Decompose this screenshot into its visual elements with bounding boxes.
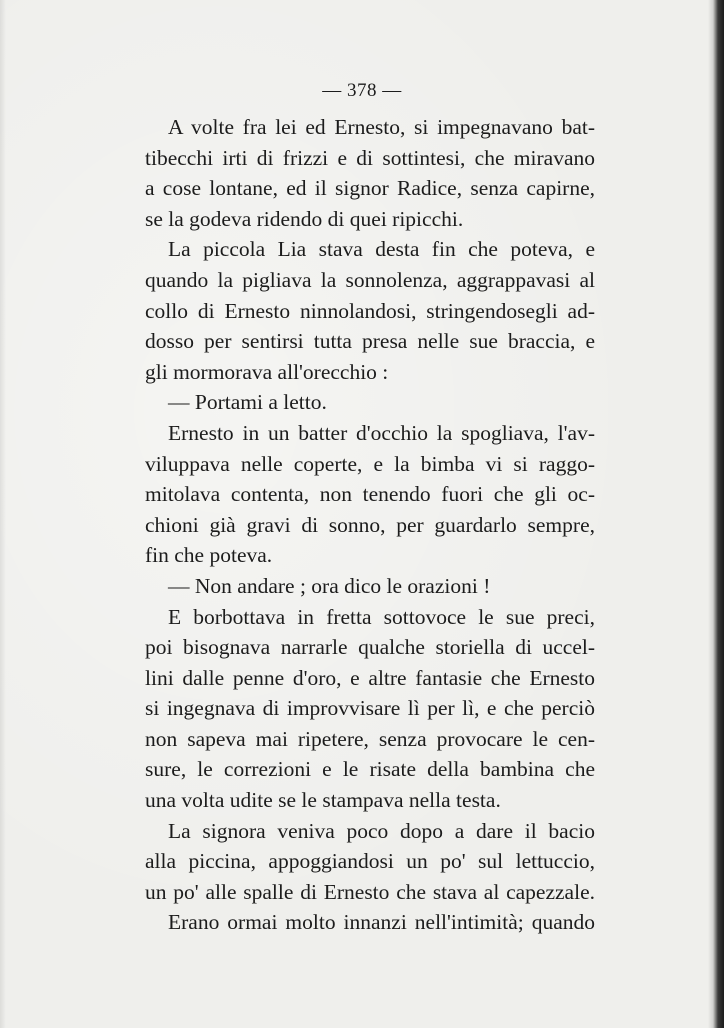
text-line: dosso per sentirsi tutta presa nelle sue braccia, e <box>145 329 595 354</box>
text-line: Ernesto in un batter d'occhio la spogliava, l'av- <box>168 420 595 445</box>
page-number: — 378 — <box>322 80 402 101</box>
text-line: E borbottava in fretta sottovoce le sue preci, <box>168 604 595 629</box>
text-line: La signora veniva poco dopo a dare il bacio <box>168 818 595 843</box>
text-line: collo di Ernesto ninnolandosi, stringendosegli ad- <box>145 298 595 323</box>
text-line: sure, le correzioni e le risate della bambina che <box>145 757 595 782</box>
text-line: una volta udite se le stampava nella testa. <box>145 788 501 813</box>
text-line: Erano ormai molto innanzi nell'intimità; quando <box>168 910 595 935</box>
text-line: La piccola Lia stava desta fin che poteva, e <box>168 237 595 262</box>
text-line: — Non andare ; ora dico le orazioni ! <box>168 573 491 598</box>
text-line: — Portami a letto. <box>168 390 327 415</box>
text-line: viluppava nelle coperte, e la bimba vi si raggo- <box>145 451 595 476</box>
text-line: tibecchi irti di frizzi e di sottintesi, che miravano <box>145 145 595 170</box>
text-line: gli mormorava all'orecchio : <box>145 359 389 384</box>
text-line: lini dalle penne d'oro, e altre fantasie che Ernesto <box>145 665 595 690</box>
text-line: non sapeva mai ripetere, senza provocare le cen- <box>145 726 595 751</box>
text-line: chioni già gravi di sonno, per guardarlo sempre, <box>145 512 595 537</box>
text-line: A volte fra lei ed Ernesto, si impegnavano bat- <box>168 115 595 139</box>
text-line: si ingegnava di improvvisare lì per lì, e che perciò <box>145 696 595 721</box>
page-edge-binding <box>708 0 724 1028</box>
text-line: poi bisognava narrarle qualche storiella di uccel- <box>145 635 595 660</box>
text-line: fin che poteva. <box>145 543 273 568</box>
page-fold-shadow <box>0 0 6 1028</box>
text-line: quando la pigliava la sonnolenza, aggrappavasi al <box>145 267 595 292</box>
text-line: se la godeva ridendo di quei ripicchi. <box>145 206 464 231</box>
text-line: a cose lontane, ed il signor Radice, senza capirne, <box>145 176 595 201</box>
text-line: mitolava contenta, non tenendo fuori che gli oc- <box>145 482 595 507</box>
text-line: alla piccina, appoggiandosi un po' sul lettuccio, <box>145 849 595 874</box>
text-line: un po' alle spalle di Ernesto che stava al capezzale. <box>145 879 595 904</box>
body-text <box>145 112 595 938</box>
